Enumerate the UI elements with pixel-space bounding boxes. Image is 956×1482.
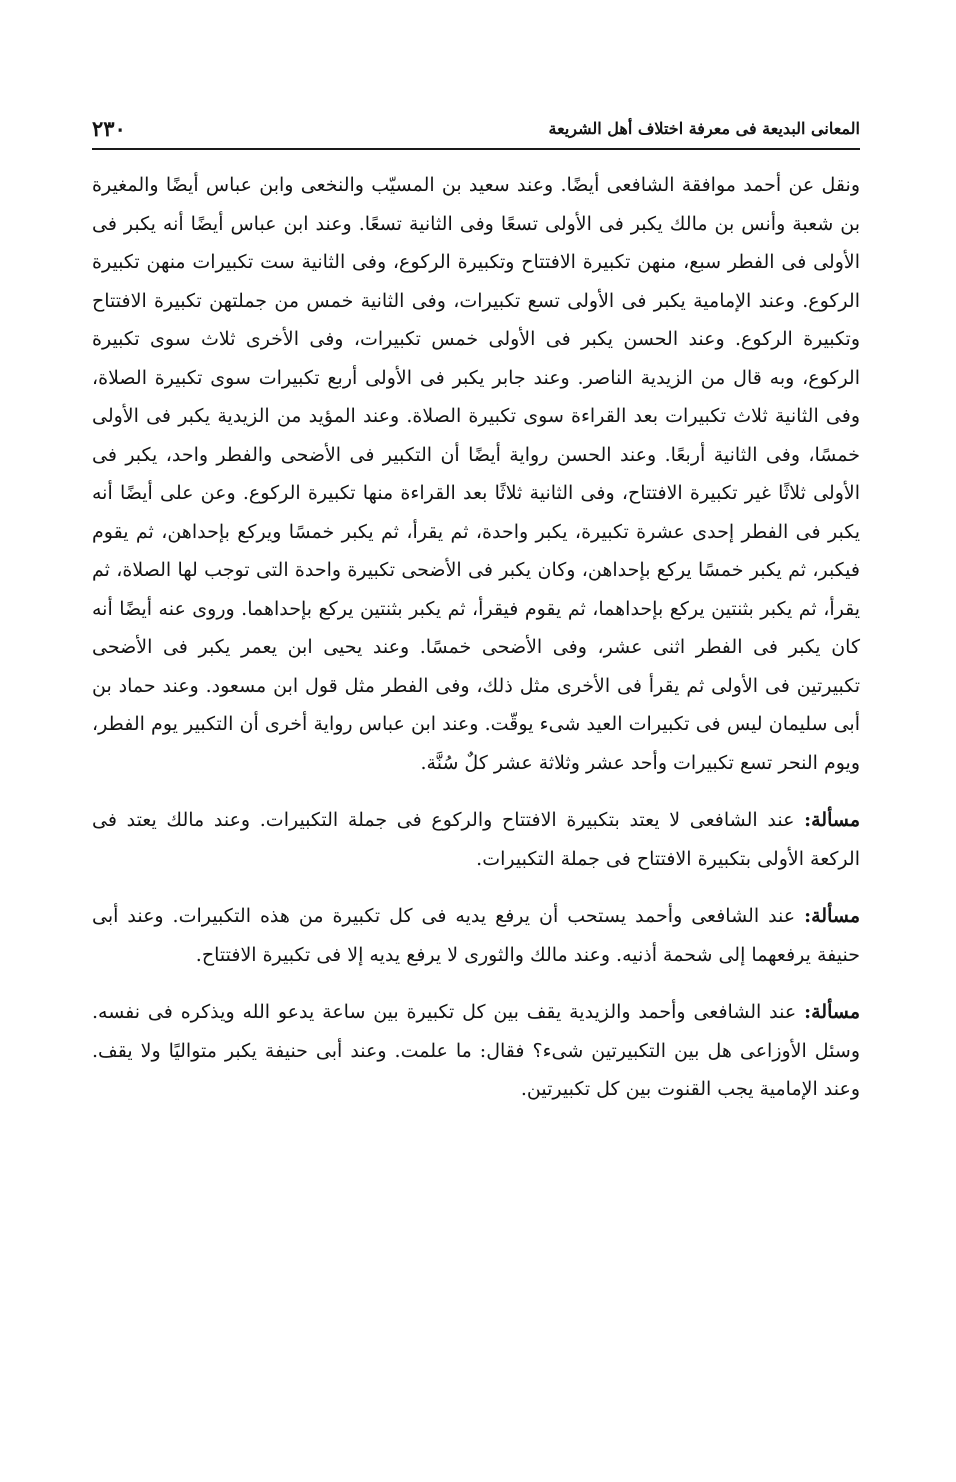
paragraph-text: عند الشافعى وأحمد والزيدية يقف بين كل تكبيرة بين ساعة يدعو الله ويذكره فى نفسه. وسئل الأوزاعى هل بين التكبيرتين شىء؟ فقال: ما علمت. وعند أبى حنيفة يكبر متواليًا ولا يقف. وعند الإمامية يجب القنوت بين كل تكبيرتين.: [92, 1001, 860, 1100]
masala-label: مسألة:: [804, 1001, 860, 1023]
header-divider: [92, 148, 860, 150]
masala-label: مسألة:: [804, 905, 860, 927]
masala-paragraph-2: [92, 897, 860, 974]
paragraph-text: عند الشافعى وأحمد يستحب أن يرفع يديه فى كل تكبيرة من هذه التكبيرات. وعند أبى حنيفة يرفعهما إلى شحمة أذنيه. وعند مالك والثورى لا يرفع يديه إلا فى تكبيرة الافتتاح.: [92, 905, 860, 966]
book-title: المعانى البديعة فى معرفة اختلاف أهل الشريعة: [548, 119, 860, 138]
paragraph-text: ونقل عن أحمد موافقة الشافعى أيضًا. وعند سعيد بن المسيّب والنخعى وابن عباس أيضًا والمغيرة بن شعبة وأنس بن مالك يكبر فى الأولى تسعًا وفى الثانية تسعًا. وعند ابن عباس أيضًا أنه يكبر فى الأولى فى الفطر سبع، منهن تكبيرة الافتتاح وتكبيرة الركوع، وفى الثانية ست تكبيرات منهن تكبيرة الركوع. وعند الإمامية يكبر فى الأولى تسع تكبيرات، وفى الثانية خمس من جملتهن تكبيرة الافتتاح وتكبيرة الركوع. وعند الحسن يكبر فى الأولى خمس تكبيرات، وفى الأخرى ثلاث سوى تكبيرة الركوع، وبه قال من الزيدية الناصر. وعند جابر يكبر فى الأولى أربع تكبيرات سوى تكبيرة الصلاة، وفى الثانية ثلاث تكبيرات بعد القراءة سوى تكبيرة الصلاة. وعند المؤيد من الزيدية يكبر فى الأولى خمسًا، وفى الثانية أربعًا. وعند الحسن رواية أيضًا أن التكبير فى الأضحى والفطر واحد، يكبر فى الأولى ثلاثًا غير تكبيرة الافتتاح، وفى الثانية ثلاثًا بعد القراءة منها تكبيرة الركوع. وعن على أيضًا أنه يكبر فى الفطر إحدى عشرة تكبيرة، يكبر واحدة، ثم يقرأ، ثم يكبر خمسًا ويركع بإحداهن، ثم يقوم فيكبر، ثم يكبر خمسًا يركع بإحداهن، وكان يكبر فى الأضحى تكبيرة واحدة التى توجب لها الصلاة، ثم يقرأ، ثم يكبر بثنتين يركع بإحداهما، ثم يقوم فيقرأ، ثم يكبر بثنتين يركع بإحداهما. وروى عنه أيضًا أنه كان يكبر فى الفطر اثنى عشر، وفى الأضحى خمسًا. وعند يحيى ابن يعمر يكبر فى الأضحى تكبيرتين فى الأولى ثم يقرأ فى الأخرى مثل ذلك، وفى الفطر مثل قول ابن مسعود. وعند حماد بن أبى سليمان ليس فى تكبيرات العيد شىء يوقّت. وعند ابن عباس رواية أخرى أن التكبير يوم الفطر، ويوم النحر تسع تكبيرات وأحد عشر وثلاثة عشر كلٌ سُنَّة.: [92, 174, 860, 774]
masala-label: مسألة:: [804, 809, 860, 831]
page-number: ٢٣٠: [92, 116, 126, 141]
paragraph-text: عند الشافعى لا يعتد بتكبيرة الافتتاح والركوع فى جملة التكبيرات. وعند مالك يعتد فى الركعة الأولى بتكبيرة الافتتاح فى جملة التكبيرات.: [92, 809, 860, 870]
opening-paragraph: [92, 166, 860, 782]
body-text: [92, 166, 860, 1109]
masala-paragraph-3: [92, 993, 860, 1109]
masala-paragraph-1: [92, 801, 860, 878]
running-header: [92, 112, 860, 150]
